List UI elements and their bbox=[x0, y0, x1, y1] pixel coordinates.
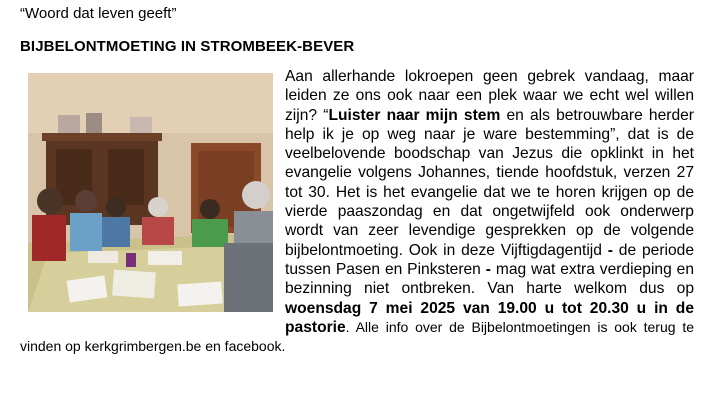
body-text: mag wat extra verdieping en bezinning niet ontbreken. Van harte welkom dus op bbox=[285, 260, 695, 298]
dash: - bbox=[607, 241, 613, 259]
article-heading: BIJBELONTMOETING IN STROMBEEK-BEVER bbox=[20, 38, 355, 55]
article-body bbox=[20, 67, 694, 356]
body-emphasis: Luister naar mijn stem bbox=[328, 106, 501, 124]
dash: - bbox=[485, 260, 491, 278]
body-text: en als betrouwbare herder help ik je op weg naar je ware bestemming”, dat is de veelbelovende boodschap van Jezus die opklinkt in het evangelie volgens Johannes, tiende hoofdstuk, verzen 27 tot 30. Het is het evangelie dat we te horen krijgen op de vierde paaszondag en dat ongetwijfeld ook onderwerp wordt van zeer levendige gesprekken op de volgende bijbelontmoeting. Ook in deze Vijftigdagentijd bbox=[285, 106, 694, 259]
photo-float-spacer bbox=[20, 67, 285, 337]
event-date: woensdag 7 mei 2025 van 19.00 u tot 20.30 u in de pastorie bbox=[285, 299, 694, 336]
info-text: . Alle info over de Bijbelontmoetingen is ook terug te vinden op kerkgrimbergen.be en facebook. bbox=[20, 318, 694, 355]
body-text: Aan allerhande lokroepen geen gebrek vandaag, maar leiden ze ons ook naar een plek waar we echt wel willen zijn? “ bbox=[285, 68, 694, 124]
document-quote: “Woord dat leven geeft” bbox=[20, 5, 177, 22]
body-text: de periode tussen Pasen en Pinksteren bbox=[285, 241, 694, 278]
